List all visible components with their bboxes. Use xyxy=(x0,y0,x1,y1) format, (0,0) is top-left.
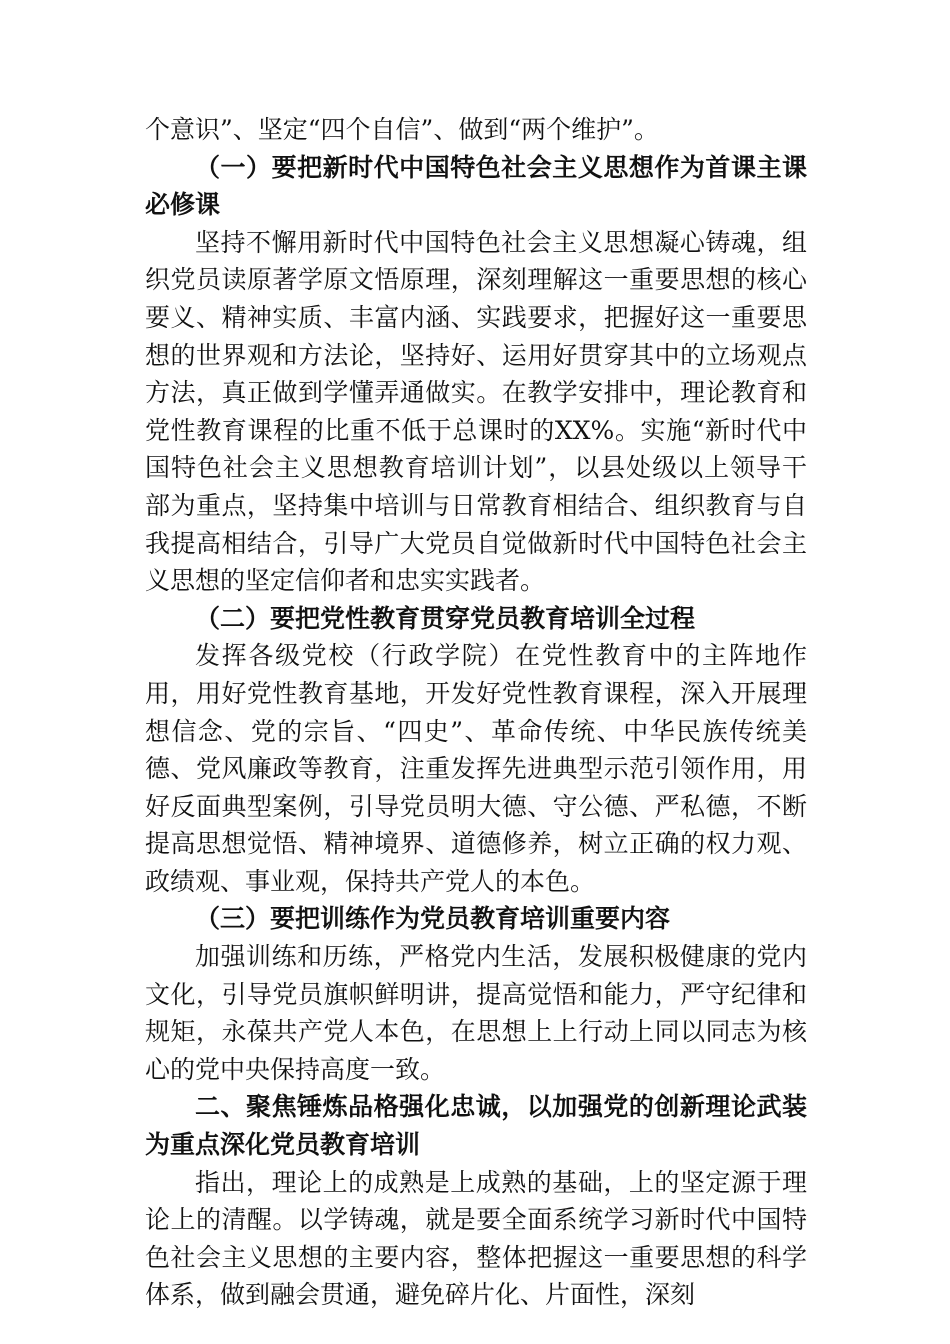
paragraph-continuation: 个意识”、坚定“四个自信”、做到“两个维护”。 xyxy=(145,115,659,144)
section-heading-3: （三）要把训练作为党员教育培训重要内容 xyxy=(195,904,671,934)
body-paragraph-2: 发挥各级党校（行政学院）在党性教育中的主阵地作用，用好党性教育基地，开发好党性教育课程，深入开展理想信念、党的宗旨、“四史”、革命传统、中华民族传统美德、党风廉政等教育，注重发挥先进典型示范引领作用，用好反面典型案例，引导党员明大德、守公德、严私德，不断提高思想觉悟、精神境界、道德修养，树立正确的权力观、政绩观、事业观，保持共产党人的本色。 xyxy=(145,641,807,896)
body-paragraph-3: 加强训练和历练，严格党内生活，发展积极健康的党内文化，引导党员旗帜鲜明讲，提高觉悟和能力，严守纪律和规矩，永葆共产党人本色，在思想上上行动上同以同志为核心的党中央保持高度一致。 xyxy=(145,942,807,1084)
document-page xyxy=(145,111,807,1314)
section-heading-2: （二）要把党性教育贯穿党员教育培训全过程 xyxy=(195,603,696,633)
section-heading-1: （一）要把新时代中国特色社会主义思想作为首课主课必修课 xyxy=(145,152,807,220)
body-paragraph-4: 指出，理论上的成熟是上成熟的基础，上的坚定源于理论上的清醒。以学铸魂，就是要全面系统学习新时代中国特色社会主义思想的主要内容，整体把握这一重要思想的科学体系，做到融会贯通，避免碎片化、片面性，深刻 xyxy=(145,1167,807,1310)
body-paragraph-1: 坚持不懈用新时代中国特色社会主义思想凝心铸魂，组织党员读原著学原文悟原理，深刻理解这一重要思想的核心要义、精神实质、丰富内涵、实践要求，把握好这一重要思想的世界观和方法论，坚持好、运用好贯穿其中的立场观点方法，真正做到学懂弄通做实。在教学安排中，理论教育和党性教育课程的比重不低于总课时的XX%。实施“新时代中国特色社会主义思想教育培训计划”，以县处级以上领导干部为重点，坚持集中培训与日常教育相结合、组织教育与自我提高相结合，引导广大党员自觉做新时代中国特色社会主义思想的坚定信仰者和忠实实践者。 xyxy=(145,227,807,596)
chapter-heading-2: 二、聚焦锤炼品格强化忠诚，以加强党的创新理论武装为重点深化党员教育培训 xyxy=(145,1092,807,1160)
